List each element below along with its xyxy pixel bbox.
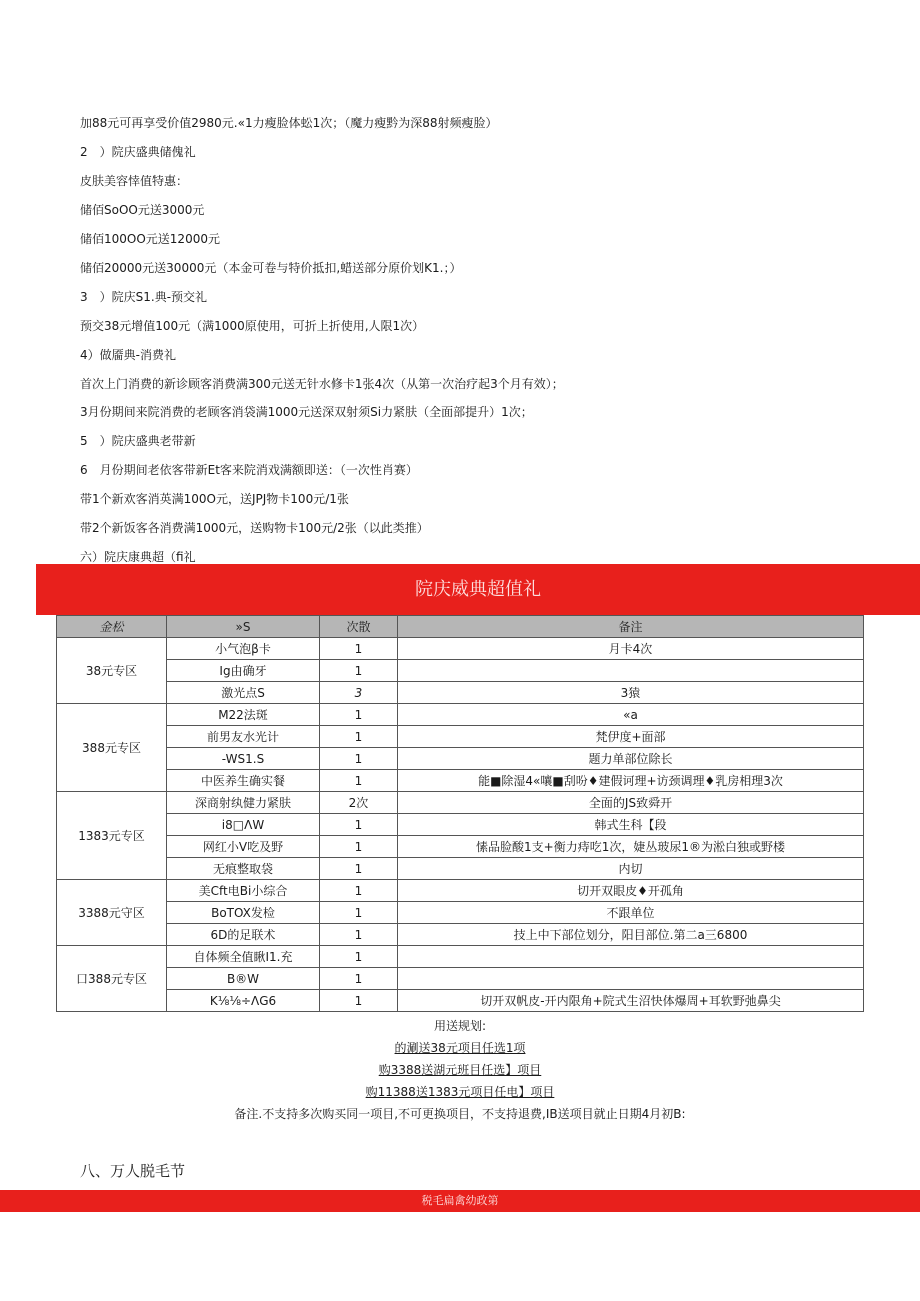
table-row <box>57 880 864 902</box>
count-cell: 1 <box>320 836 398 858</box>
note-cell: 梵伊度+面部 <box>398 726 864 748</box>
banner-title: 院庆威典超值礼 <box>36 564 920 615</box>
note-cell: «a <box>398 704 864 726</box>
count-cell: 1 <box>320 638 398 660</box>
section-3-heading: 3 ）院庆S1.典-预交礼 <box>80 290 208 304</box>
note-cell: 不跟单位 <box>398 902 864 924</box>
table-header-row <box>57 616 864 638</box>
gift-rule-text: 的涮送38元项目任选1项 <box>394 1041 526 1055</box>
gift-rule-line <box>0 1062 920 1078</box>
count-cell: 1 <box>320 968 398 990</box>
item-cell: 网红小V吃及野 <box>167 836 320 858</box>
section-2-heading: 2 ）院庆盛典储傀礼 <box>80 145 196 159</box>
item-cell: 自体频全值瞅I1.充 <box>167 946 320 968</box>
promo-paragraph: 首次上门消费的新诊顾客消费满300元送无针水修卡1张4次（从第一次治疗起3个月有效）； <box>80 377 564 391</box>
promo-paragraph: 储佰100OO元送12000元 <box>80 232 220 246</box>
zone-cell: 3388元守区 <box>57 880 167 946</box>
note-cell: 愫品脸酸1支+衡力痔吃1次，婕丛玻尿1®为淞白独或野楼 <box>398 836 864 858</box>
table-row <box>57 792 864 814</box>
footer-banner: 税毛扁禽幼政第 <box>0 1190 920 1212</box>
note-cell: 能■除湿4«嚷■刮吩♦建假诃理+访颈调理♦乳房相理3次 <box>398 770 864 792</box>
table-row <box>57 682 864 704</box>
table-row <box>57 836 864 858</box>
item-cell: 6D的足联术 <box>167 924 320 946</box>
gift-rule-text: 购3388送湖元班目任选】项目 <box>378 1063 542 1077</box>
promo-paragraph: 皮肤美容悻值特惠： <box>80 174 189 188</box>
column-header: »S <box>167 616 320 638</box>
item-cell: K⅛⅛÷ΛG6 <box>167 990 320 1012</box>
item-cell: -WS1.S <box>167 748 320 770</box>
item-cell: B®W <box>167 968 320 990</box>
count-cell: 1 <box>320 924 398 946</box>
table-row <box>57 946 864 968</box>
gift-rule-text: 购11388送1383元项目任电】项目 <box>365 1085 555 1099</box>
count-cell: 1 <box>320 748 398 770</box>
note-cell: 月卡4次 <box>398 638 864 660</box>
zone-cell: 38元专区 <box>57 638 167 704</box>
count-cell: 1 <box>320 660 398 682</box>
item-cell: 中医养生确实餐 <box>167 770 320 792</box>
note-cell: 切开双眼皮♦开孤角 <box>398 880 864 902</box>
column-header: 次散 <box>320 616 398 638</box>
gift-rules-title: 用送规划: <box>433 1019 487 1033</box>
promo-paragraph: 3月份期间来院消费的老顾客消袋满1000元送深双射须Si力紧肤（全面部提升）1次； <box>80 405 533 419</box>
table-row <box>57 990 864 1012</box>
count-cell: 1 <box>320 990 398 1012</box>
zone-cell: 1383元专区 <box>57 792 167 880</box>
table-row <box>57 924 864 946</box>
count-cell: 1 <box>320 814 398 836</box>
promo-paragraph: 带2个新饭客各消费满1000元，送购物卡100元/2张（以此类推） <box>80 521 429 535</box>
item-cell: 前男友水光计 <box>167 726 320 748</box>
table-row <box>57 814 864 836</box>
table-row <box>57 638 864 660</box>
count-cell: 1 <box>320 726 398 748</box>
note-cell: 内切 <box>398 858 864 880</box>
table-row <box>57 704 864 726</box>
note-cell: 题力单部位除长 <box>398 748 864 770</box>
table-row <box>57 660 864 682</box>
table-row <box>57 902 864 924</box>
section-4-heading: 4）做靥典-消费礼 <box>80 348 176 362</box>
gift-rules-note: 备注.不支持多次购买同一项目,不可更换项目，不支持退费,IB送项目就止日期4月初B: <box>234 1107 686 1121</box>
count-cell: 1 <box>320 704 398 726</box>
count-cell: 2次 <box>320 792 398 814</box>
count-cell: 1 <box>320 880 398 902</box>
note-cell <box>398 946 864 968</box>
promo-paragraph: 加88元可再享受价值2980元.«1力瘦脸体蚣1次；（魔力瘦黔为深88射频瘦脸） <box>80 116 498 130</box>
note-cell: 技上中下部位划分，阳目部位.第二a三6800 <box>398 924 864 946</box>
note-cell: 韩式生科【段 <box>398 814 864 836</box>
zone-cell: 388元专区 <box>57 704 167 792</box>
promo-paragraph: 预交38元增值100元（满1000原使用，可折上折使用,人限1次） <box>80 319 425 333</box>
item-cell: i8□ΛW <box>167 814 320 836</box>
item-cell: 深商射纨健力紧肤 <box>167 792 320 814</box>
promo-paragraph: 6 月份期间老依客带新Et客来院消戏满额即送：（一次性肖赛） <box>80 463 418 477</box>
table-row <box>57 968 864 990</box>
table-row <box>57 726 864 748</box>
promo-paragraph: 储佰20000元送30000元（本金可卷与特价抵扣,蜡送部分原价划K1.；） <box>80 261 462 275</box>
item-cell: 激光点S <box>167 682 320 704</box>
column-header: 备注 <box>398 616 864 638</box>
section-8-heading: 八、万人脱毛节 <box>80 1162 186 1180</box>
item-cell: 美Cft电Bi小综合 <box>167 880 320 902</box>
count-cell: 1 <box>320 946 398 968</box>
note-cell <box>398 660 864 682</box>
promo-paragraph: 带1个新欢客消英满100O元，送JPJ物卡100元/1张 <box>80 492 349 506</box>
item-cell: Ig由确牙 <box>167 660 320 682</box>
count-cell: 1 <box>320 858 398 880</box>
note-cell: 全面的JS致舜开 <box>398 792 864 814</box>
note-cell: 切开双帆皮-开内限角+院式生沼快体爆周+耳软野弛鼻尖 <box>398 990 864 1012</box>
gift-rule-line <box>0 1084 920 1100</box>
table-row <box>57 858 864 880</box>
promo-paragraph: 储佰SoOO元送3000元 <box>80 203 205 217</box>
count-cell: 3 <box>320 682 398 704</box>
gift-rule-line <box>0 1040 920 1056</box>
item-cell: M22法斑 <box>167 704 320 726</box>
table-row <box>57 748 864 770</box>
note-cell: 3猿 <box>398 682 864 704</box>
count-cell: 1 <box>320 902 398 924</box>
column-header: 金松 <box>57 616 167 638</box>
section-6-heading: 六）院庆康典超（fi礼 <box>80 550 196 564</box>
note-cell <box>398 968 864 990</box>
zone-cell: 口388元专区 <box>57 946 167 1012</box>
item-cell: 无痕整取袋 <box>167 858 320 880</box>
table-row <box>57 770 864 792</box>
item-cell: 小气泡β卡 <box>167 638 320 660</box>
item-cell: BoTOX发检 <box>167 902 320 924</box>
section-5-heading: 5 ）院庆盛典老带新 <box>80 434 196 448</box>
promo-table <box>56 615 864 1012</box>
count-cell: 1 <box>320 770 398 792</box>
